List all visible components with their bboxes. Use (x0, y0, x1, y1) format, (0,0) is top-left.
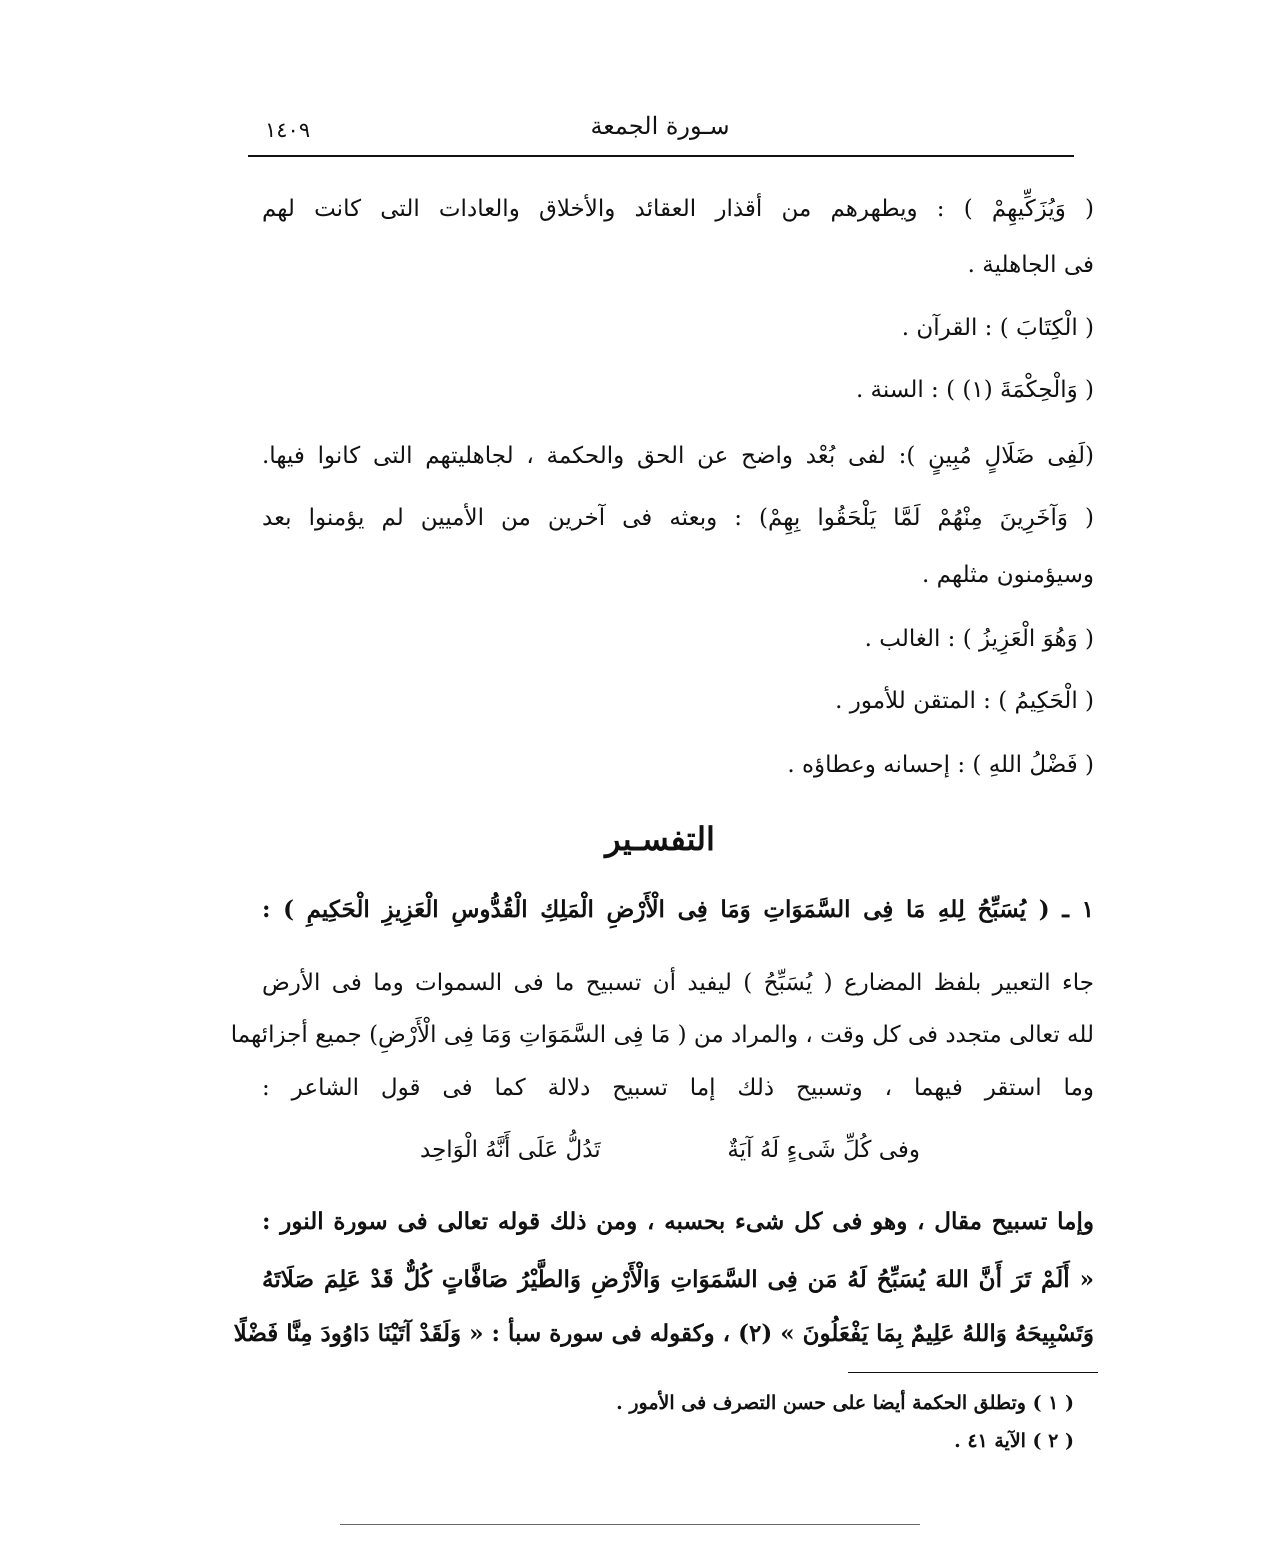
glossary-line: ( فَضْلُ اللهِ ) : إحسانه وعطاؤه . (787, 752, 1094, 778)
glossary-line: ( وَيُزَكِّيهِمْ ) : ويطهرهم من أقذار العقائد والأخلاق والعادات التى كانت لهم (262, 196, 1094, 222)
glossary-line: ( الْكِتَابَ ) : القرآن . (901, 315, 1094, 341)
header-divider (248, 155, 1074, 157)
poem-second-hemistich: تَدُلُّ عَلَى أَنَّهُ الْوَاحِد (420, 1137, 601, 1163)
poem-first-hemistich: وفى كُلِّ شَىءٍ لَهُ آيَةٌ (727, 1137, 920, 1163)
poem-verse (420, 1137, 920, 1163)
glossary-line: فى الجاهلية . (967, 252, 1094, 278)
verse-heading: ١ ـ ( يُسَبِّحُ لِلهِ مَا فِى السَّمَوَاتِ وَمَا فِى الْأَرْضِ الْمَلِكِ الْقُدُّوسِ الْعَزِيزِ الْحَكِيمِ ) : (262, 896, 1094, 923)
footnote: ( ٢ ) الآية ٤١ . (954, 1430, 1074, 1452)
glossary-line: وسيؤمنون مثلهم . (922, 562, 1094, 588)
tafsir-line: وما استقر فيهما ، وتسبيح ذلك إما تسبيح دلالة كما فى قول الشاعر : (262, 1075, 1094, 1101)
tafsir-line: لله تعالى متجدد فى كل وقت ، والمراد من ( مَا فِى السَّمَوَاتِ وَمَا فِى الْأَرْضِ) جميع أجزائهما (230, 1022, 1094, 1048)
continuation-line: وَتَسْبِيحَهُ وَاللهُ عَلِيمٌ بِمَا يَفْعَلُونَ » (٢) ، وكقوله فى سورة سبأ : « وَلَقَدْ آتَيْنَا دَاوُودَ مِنَّا فَضْلًا (233, 1320, 1094, 1347)
section-heading: التفسـير (605, 820, 715, 858)
footnote-divider (848, 1372, 1098, 1373)
footnote: ( ١ ) وتطلق الحكمة أيضا على حسن التصرف فى الأمور . (616, 1392, 1074, 1414)
surah-title: سـورة الجمعة (590, 112, 730, 140)
page-number: ١٤٠٩ (265, 118, 311, 142)
tafsir-line: جاء التعبير بلفظ المضارع ( يُسَبِّحُ ) ليفيد أن تسبيح ما فى السموات وما فى الأرض (262, 970, 1094, 996)
glossary-line: (لَفِى ضَلَالٍ مُبِينٍ ): لفى بُعْد واضح عن الحق والحكمة ، لجاهليتهم التى كانوا فيها. (262, 443, 1094, 469)
continuation-line: وإما تسبيح مقال ، وهو فى كل شىء بحسبه ، ومن ذلك قوله تعالى فى سورة النور : (262, 1208, 1094, 1235)
continuation-line: « أَلَمْ تَرَ أَنَّ اللهَ يُسَبِّحُ لَهُ مَن فِى السَّمَوَاتِ وَالْأَرْضِ وَالطَّيْرُ صَافَّاتٍ كُلٌّ قَدْ عَلِمَ صَلَاتَهُ (262, 1266, 1094, 1293)
bottom-edge-line (340, 1524, 920, 1525)
glossary-line: ( وَالْحِكْمَةَ (١) ) : السنة . (855, 377, 1094, 403)
glossary-line: ( الْحَكِيمُ ) : المتقن للأمور . (835, 688, 1094, 714)
glossary-line: ( وَهُوَ الْعَزِيزُ ) : الغالب . (864, 626, 1094, 652)
glossary-line: ( وَآخَرِينَ مِنْهُمْ لَمَّا يَلْحَقُوا بِهِمْ) : وبعثه فى آخرين من الأميين لم يؤمنوا بعد (262, 505, 1094, 531)
